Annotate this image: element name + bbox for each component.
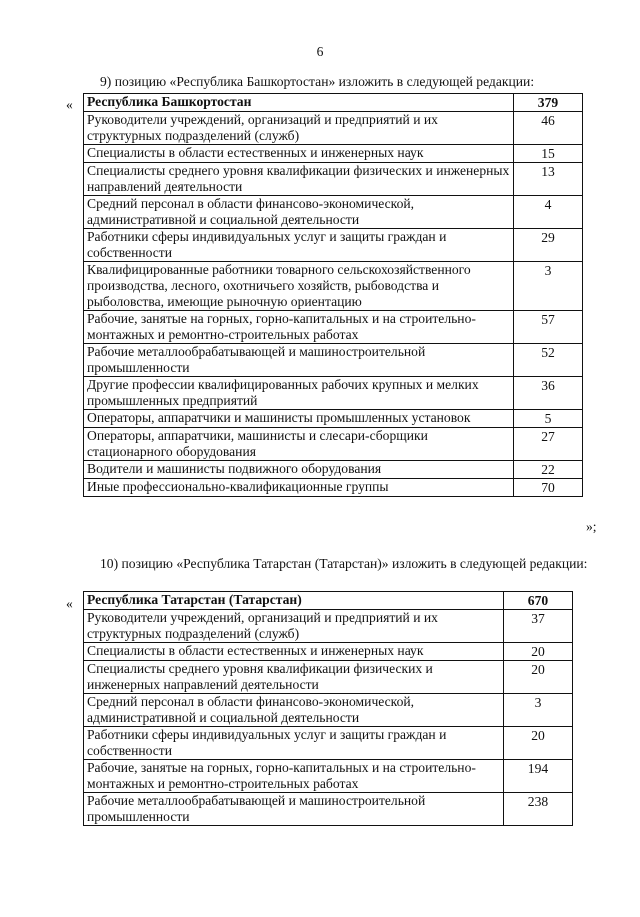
occupation-group-label: Квалифицированные работники товарного сельскохозяйственного производства, лесного, охотничьего хозяйств, рыбоводства и рыболовства, имеющие рыночную ориентацию [84,262,514,311]
table-row [84,145,583,163]
occupation-group-label: Водители и машинисты подвижного оборудования [84,461,514,479]
table-row [84,229,583,262]
occupation-group-label: Специалисты в области естественных и инженерных наук [84,643,504,661]
occupation-group-label: Иные профессионально-квалификационные группы [84,479,514,497]
table-row [84,196,583,229]
occupation-group-value: 46 [514,112,583,145]
occupation-group-label: Руководители учреждений, организаций и предприятий и их структурных подразделений (служб) [84,610,504,643]
table-row [84,661,573,694]
table-row [84,163,583,196]
occupation-group-label: Работники сферы индивидуальных услуг и защиты граждан и собственности [84,229,514,262]
table-row [84,727,573,760]
occupation-group-value: 3 [514,262,583,311]
occupation-group-value: 4 [514,196,583,229]
table-row [84,428,583,461]
table-header-row [84,94,583,112]
occupation-group-label: Рабочие металлообрабатывающей и машиностроительной промышленности [84,344,514,377]
section-10-table [83,591,573,826]
section-9-table [83,93,583,497]
section-9-intro: 9) позицию «Республика Башкортостан» изложить в следующей редакции: [100,74,535,89]
section-9-close-quote: »; [586,519,597,534]
section-9-open-quote: « [66,97,73,112]
table-row [84,344,583,377]
occupation-group-value: 57 [514,311,583,344]
table-row [84,311,583,344]
occupation-group-label: Рабочие, занятые на горных, горно-капитальных и на строительно-монтажных и ремонтно-строительных работах [84,760,504,793]
occupation-group-value: 29 [514,229,583,262]
section-10-intro: 10) позицию «Республика Татарстан (Татарстан)» изложить в следующей редакции: [100,556,588,571]
occupation-group-value: 5 [514,410,583,428]
occupation-group-label: Специалисты среднего уровня квалификации физических и инженерных направлений деятельности [84,661,504,694]
occupation-group-value: 70 [514,479,583,497]
occupation-group-label: Рабочие металлообрабатывающей и машиностроительной промышленности [84,793,504,826]
occupation-group-label: Операторы, аппаратчики и машинисты промышленных установок [84,410,514,428]
table-row [84,610,573,643]
occupation-group-value: 27 [514,428,583,461]
occupation-group-value: 22 [514,461,583,479]
occupation-group-value: 37 [504,610,573,643]
table-row [84,760,573,793]
table-row [84,377,583,410]
table-row [84,479,583,497]
table-row [84,694,573,727]
occupation-group-value: 13 [514,163,583,196]
occupation-group-label: Средний персонал в области финансово-экономической, административной и социальной деятельности [84,694,504,727]
occupation-group-label: Средний персонал в области финансово-экономической, административной и социальной деятельности [84,196,514,229]
occupation-group-label: Работники сферы индивидуальных услуг и защиты граждан и собственности [84,727,504,760]
occupation-group-value: 194 [504,760,573,793]
table-row [84,643,573,661]
table-row [84,461,583,479]
occupation-group-label: Рабочие, занятые на горных, горно-капитальных и на строительно-монтажных и ремонтно-строительных работах [84,311,514,344]
occupation-group-label: Другие профессии квалифицированных рабочих крупных и мелких промышленных предприятий [84,377,514,410]
occupation-group-value: 20 [504,661,573,694]
occupation-group-value: 3 [504,694,573,727]
page-number: 6 [316,44,324,59]
occupation-group-label: Специалисты в области естественных и инженерных наук [84,145,514,163]
occupation-group-label: Специалисты среднего уровня квалификации физических и инженерных направлений деятельности [84,163,514,196]
table-header-row [84,592,573,610]
section-10-open-quote: « [66,596,73,611]
occupation-group-value: 20 [504,727,573,760]
occupation-group-value: 238 [504,793,573,826]
table-row [84,410,583,428]
occupation-group-label: Руководители учреждений, организаций и предприятий и их структурных подразделений (служб) [84,112,514,145]
occupation-group-value: 52 [514,344,583,377]
region-total: 379 [514,94,583,112]
region-name: Республика Башкортостан [84,94,514,112]
occupation-group-value: 36 [514,377,583,410]
region-total: 670 [504,592,573,610]
table-row [84,112,583,145]
occupation-group-label: Операторы, аппаратчики, машинисты и слесари-сборщики стационарного оборудования [84,428,514,461]
occupation-group-value: 20 [504,643,573,661]
table-row [84,262,583,311]
occupation-group-value: 15 [514,145,583,163]
table-row [84,793,573,826]
region-name: Республика Татарстан (Татарстан) [84,592,504,610]
